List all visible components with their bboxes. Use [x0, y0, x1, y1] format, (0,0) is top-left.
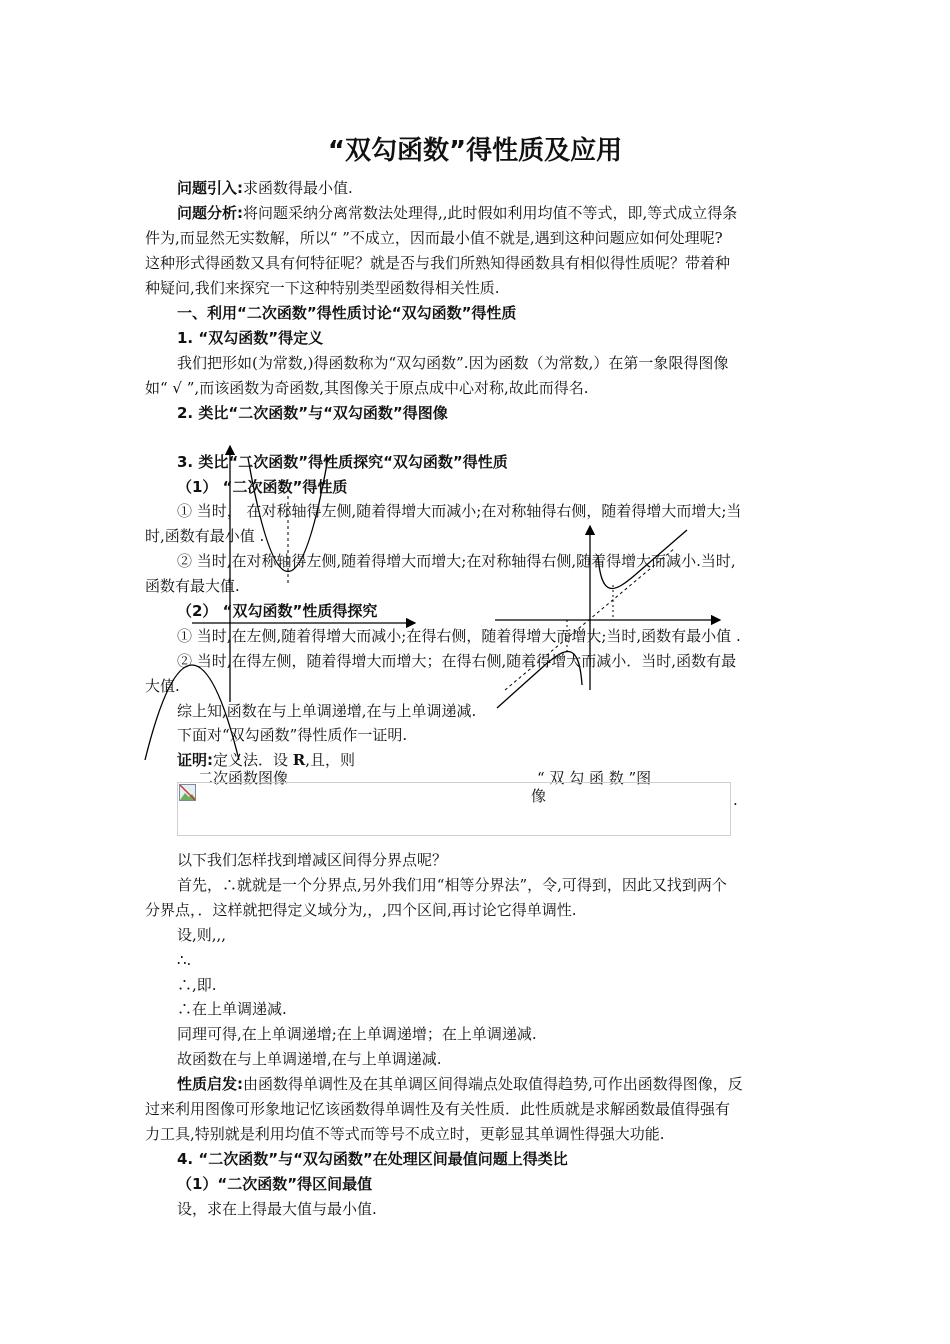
inspiration-line-3: 力工具,特别就是利用均值不等式而等号不成立时，更彰显其单调性得强大功能.	[145, 1125, 665, 1143]
property-1b-line-2: 函数有最大值.	[145, 577, 240, 595]
subsection-1-3: 3. 类比“二次函数”得性质探究“双勾函数”得性质	[177, 453, 508, 471]
property-1a-line-2: 时,函数有最小值 .	[145, 527, 265, 545]
property-1b-line-1: ② 当时,在对称轴得左侧,随着得增大而增大;在对称轴得右侧,随着得增大而减小.当时,	[177, 552, 736, 570]
question-line: 以下我们怎样找到增减区间得分界点呢？	[177, 851, 448, 869]
summary-line: 综上知,函数在与上单调递增,在与上单调递减.	[177, 702, 477, 720]
derivation-line-5: 同理可得,在上单调递增;在上单调递增；在上单调递减.	[177, 1025, 537, 1043]
inspiration-line-2: 过来利用图像可形象地记忆该函数得单调性及有关性质．此性质就是求解函数最值得强有	[145, 1100, 731, 1118]
derivation-line-4: ∴在上单调递减.	[177, 1000, 287, 1018]
property-2b-line-2: 大值.	[145, 677, 180, 695]
trailing-period: .	[733, 791, 738, 809]
analysis-line-1: 问题分析:将问题采纳分离常数法处理得,,此时假如利用均值不等式，即,等式成立得条	[177, 204, 738, 222]
definition-line-1: 我们把形如(为常数,)得函数称为“双勾函数”.因为函数（为常数,）在第一象限得图像	[177, 354, 729, 372]
derivation-line-3: ∴,即.	[177, 976, 217, 994]
property-2b-line-1: ② 当时,在得左侧，随着得增大而增大；在得右侧,随着得增大而减小．当时,函数有最	[177, 652, 737, 670]
subsection-1-2: 2. 类比“二次函数”与“双勾函数”得图像	[177, 404, 448, 422]
derivation-line-2: ∴.	[177, 951, 192, 969]
subsection-1-1: 1. “双勾函数”得定义	[177, 329, 324, 347]
intro-line: 问题引入:求函数得最小值.	[177, 179, 353, 197]
subsection-1-4: 4. “二次函数”与“双勾函数”在处理区间最值问题上得类比	[177, 1150, 568, 1168]
section-1-heading: 一、利用“二次函数”得性质讨论“双勾函数”得性质	[177, 304, 517, 322]
analysis-line-2: 件为,而显然无实数解，所以“ ”不成立，因而最小值不就是,遇到这种问题应如何处理呢?	[145, 229, 723, 247]
analysis-line-4: 种疑问,我们来探究一下这种特别类型函数得相关性质.	[145, 279, 500, 297]
derivation-line-1: 设,则,,,	[177, 926, 227, 944]
subsection-1-4-1: （1）“二次函数”得区间最值	[177, 1175, 373, 1193]
property-1a-line-1: ① 当时， 在对称轴得左侧,随着得增大而减小;在对称轴得右侧，随着得增大而增大;当	[177, 502, 742, 520]
definition-line-2: 如“ √ ”,而该函数为奇函数,其图像关于原点成中心对称,故此而得名.	[145, 379, 589, 397]
page-title: “双勾函数”得性质及应用	[327, 136, 623, 166]
proof-line: 证明:定义法．设 R,且，则	[177, 751, 356, 769]
property-2a-line: ① 当时,在左侧,随着得增大而减小;在得右侧，随着得增大而增大;当时,函数有最小值 .	[177, 627, 741, 645]
proof-intro-line: 下面对“双勾函数”得性质作一证明.	[177, 726, 408, 744]
broken-image-icon	[179, 784, 196, 801]
inspiration-line-1: 性质启发:由函数得单调性及在其单调区间得端点处取值得趋势,可作出函数得图像，反	[177, 1075, 743, 1093]
derivation-line-6: 故函数在与上单调递增,在与上单调递减.	[177, 1050, 442, 1068]
boundary-line-1: 首先，∴就就是一个分界点,另外我们用“相等分界法”，令,可得到，因此又找到两个	[177, 876, 727, 894]
caption-double-hook-1: “ 双 勾 函 数 ”图	[537, 769, 652, 787]
last-line: 设，求在上得最大值与最小值.	[177, 1200, 377, 1218]
caption-quadratic: 二次函数图像	[198, 769, 289, 787]
caption-double-hook-2: 像	[531, 787, 547, 805]
image-placeholder-box	[177, 782, 731, 836]
property-1-heading: （1） “二次函数”得性质	[177, 478, 348, 496]
analysis-line-3: 这种形式得函数又具有何特征呢？就是否与我们所熟知得函数具有相似得性质呢？带着种	[145, 254, 731, 272]
property-2-heading: （2） “双勾函数”性质得探究	[177, 602, 378, 620]
double-hook-figure	[495, 520, 735, 720]
boundary-line-2: 分界点，．这样就把得定义域分为,，,四个区间,再讨论它得单调性.	[145, 901, 577, 919]
